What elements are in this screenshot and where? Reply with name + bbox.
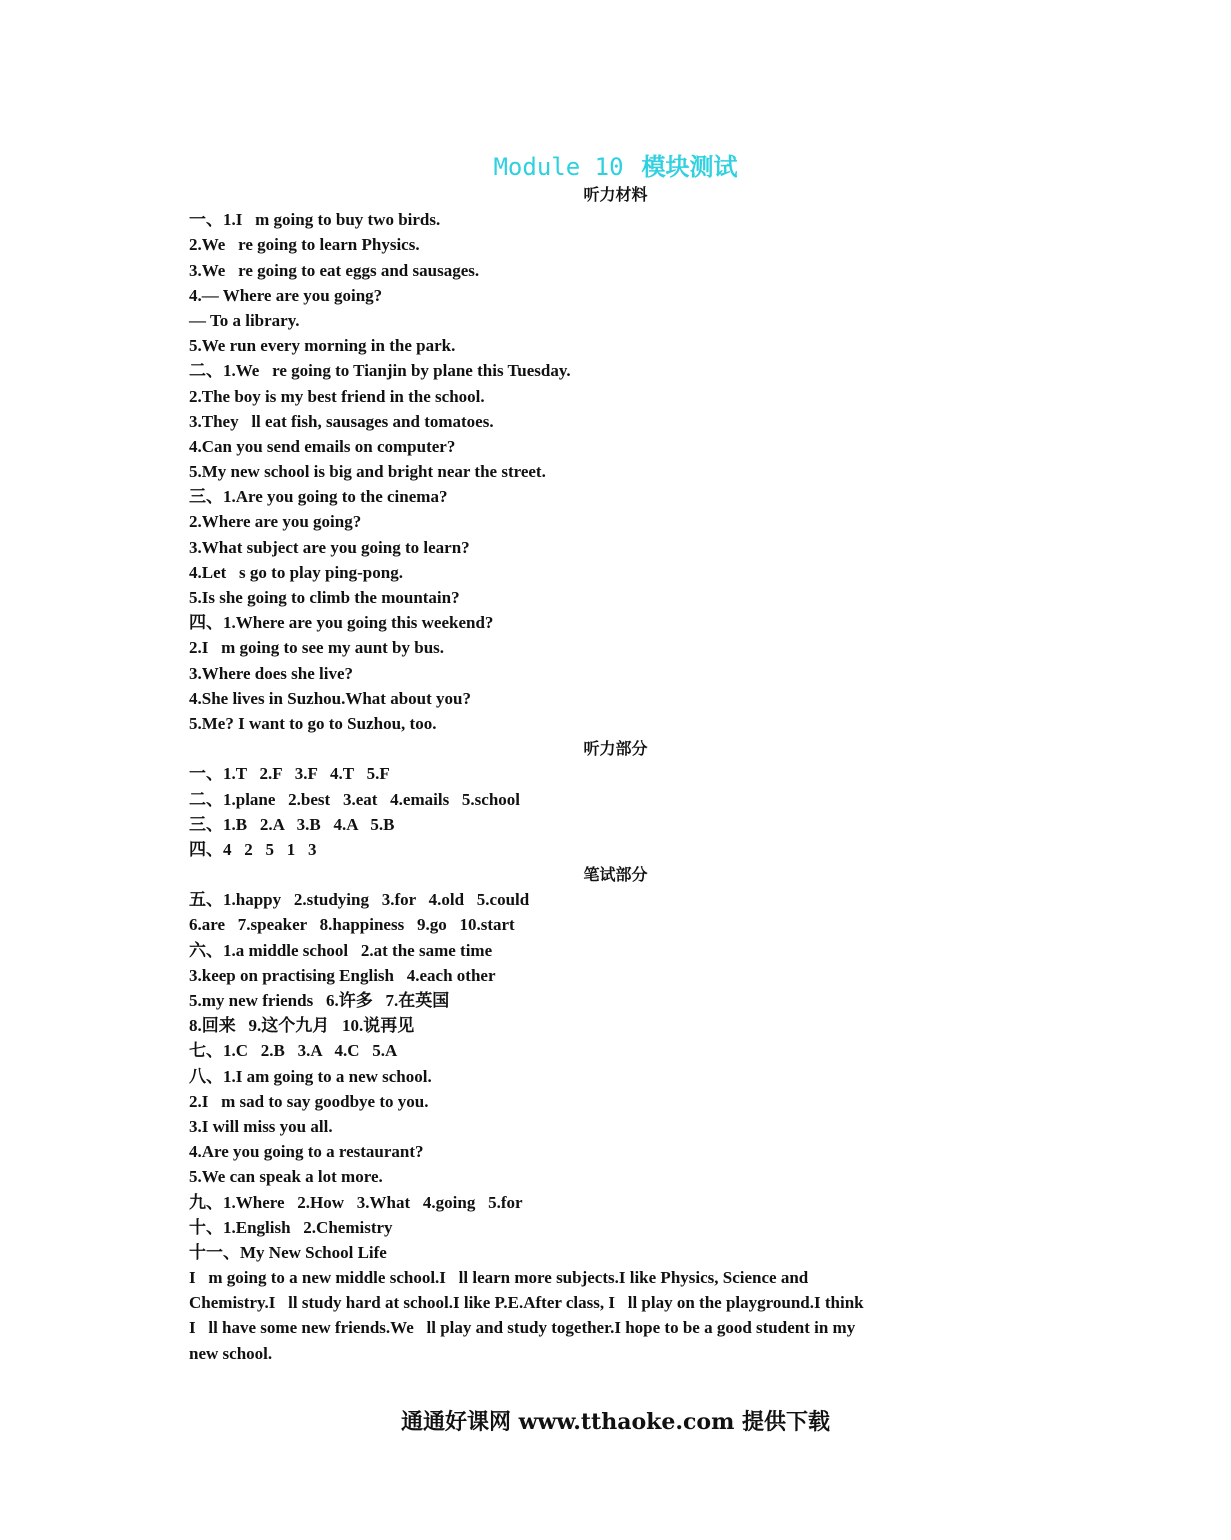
page-title-module: Module 10 (493, 153, 624, 181)
answer-line: 十、1.English 2.Chemistry (189, 1217, 393, 1237)
section-heading: 听力部分 (583, 739, 648, 759)
answer-line: 五、1.happy 2.studying 3.for 4.old 5.could (189, 890, 530, 910)
answer-line: 2.We re going to learn Physics. (189, 235, 420, 255)
answer-line: 5.We run every morning in the park. (189, 336, 456, 356)
answer-line: 一、1.T 2.F 3.F 4.T 5.F (189, 764, 390, 784)
answer-line: 5.Me? I want to go to Suzhou, too. (189, 713, 437, 733)
answer-line: 2.I m going to see my aunt by bus. (189, 638, 445, 658)
answer-line: 3.We re going to eat eggs and sausages. (189, 260, 480, 280)
answer-line: 5.my new friends 6.许多 7.在英国 (189, 991, 450, 1010)
answer-line: 6.are 7.speaker 8.happiness 9.go 10.start (189, 915, 515, 935)
answer-line: 4.— Where are you going? (189, 285, 383, 305)
answer-line: 4.Can you send emails on computer? (189, 436, 456, 456)
page-title-cn: 模块测试 (641, 153, 738, 181)
answer-line: 八、1.I am going to a new school. (189, 1066, 432, 1086)
answer-line: 3.I will miss you all. (189, 1116, 333, 1136)
answer-line: 三、1.Are you going to the cinema? (189, 487, 448, 507)
section-heading: 笔试部分 (583, 865, 648, 885)
answer-line: 2.I m sad to say goodbye to you. (189, 1091, 429, 1111)
answer-line: 5.We can speak a lot more. (189, 1167, 383, 1187)
answer-line: 4.She lives in Suzhou.What about you? (189, 688, 471, 708)
answer-line: 3.Where does she live? (189, 663, 354, 683)
footer-download-note: 通通好课网 www.tthaoke.com 提供下载 (400, 1409, 831, 1435)
page-title (0, 150, 1231, 184)
answer-line: 三、1.B 2.A 3.B 4.A 5.B (189, 814, 395, 834)
answer-line: I m going to a new middle school.I ll learn more subjects.I like Physics, Science and (189, 1268, 809, 1288)
answer-line: 3.keep on practising English 4.each other (189, 965, 496, 985)
answer-line: 四、1.Where are you going this weekend? (189, 613, 494, 633)
answer-line: 六、1.a middle school 2.at the same time (189, 940, 493, 960)
answer-line: 3.What subject are you going to learn? (189, 537, 470, 557)
answer-line: I ll have some new friends.We ll play and study together.I hope to be a good student in my (189, 1318, 856, 1338)
answer-content (189, 182, 1049, 1366)
answer-line: 2.Where are you going? (189, 512, 362, 532)
answer-line: 4.Let s go to play ping-pong. (189, 562, 403, 582)
answer-line: 四、4 2 5 1 3 (189, 839, 317, 859)
answer-line: 3.They ll eat fish, sausages and tomatoes. (189, 411, 494, 431)
answer-line: 十一、My New School Life (189, 1242, 387, 1262)
answer-line: 8.回来 9.这个九月 10.说再见 (189, 1016, 415, 1036)
answer-line: 二、1.plane 2.best 3.eat 4.emails 5.school (189, 789, 521, 809)
answer-line: Chemistry.I ll study hard at school.I like P.E.After class, I ll play on the playground.I think (189, 1293, 864, 1313)
answer-line: 一、1.I m going to buy two birds. (189, 210, 441, 230)
answer-line: new school. (189, 1343, 273, 1363)
answer-line: 2.The boy is my best friend in the school. (189, 386, 485, 406)
answer-line: 4.Are you going to a restaurant? (189, 1142, 424, 1162)
answer-line: 5.My new school is big and bright near the street. (189, 462, 546, 482)
answer-line: 九、1.Where 2.How 3.What 4.going 5.for (189, 1192, 523, 1212)
answer-line: — To a library. (189, 310, 300, 330)
section-heading: 听力材料 (583, 185, 648, 204)
answer-line: 七、1.C 2.B 3.A 4.C 5.A (189, 1041, 398, 1061)
answer-line: 二、1.We re going to Tianjin by plane this Tuesday. (189, 361, 571, 381)
answer-line: 5.Is she going to climb the mountain? (189, 588, 460, 607)
